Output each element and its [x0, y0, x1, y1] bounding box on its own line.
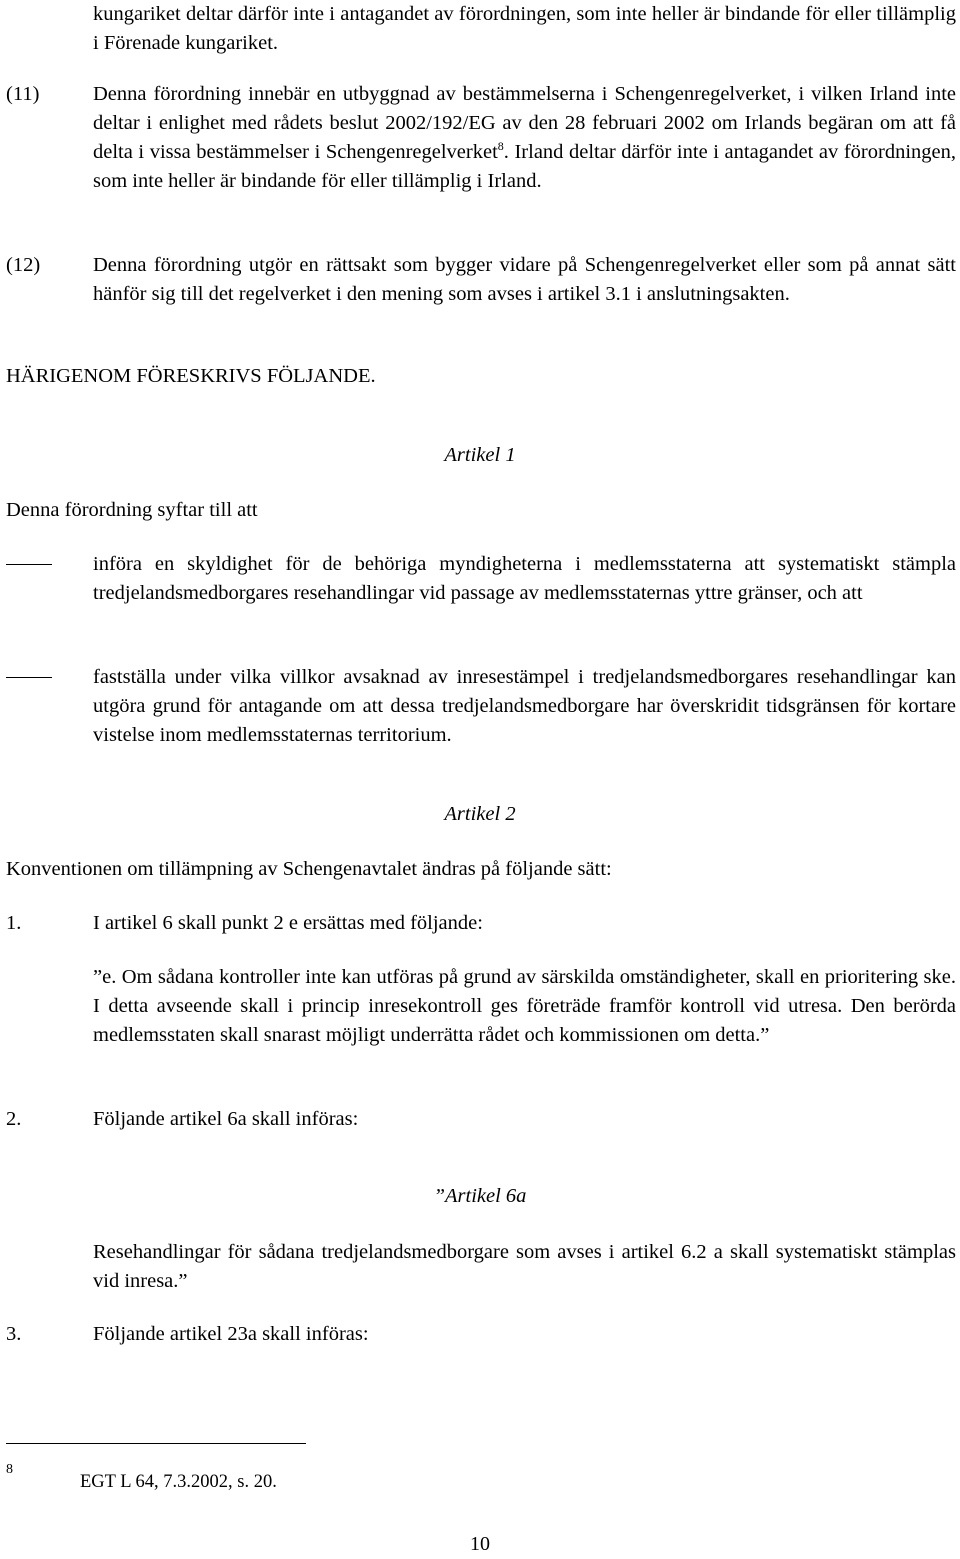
- footnote-reference[interactable]: 8: [497, 139, 504, 154]
- list-dash-1: [6, 564, 52, 565]
- point-1-text: I artikel 6 skall punkt 2 e ersättas med följande:: [93, 912, 483, 934]
- footnote-text: EGT L 64, 7.3.2002, s. 20.: [80, 1472, 277, 1492]
- recital-12-number: (12): [6, 254, 41, 276]
- footnote-separator: [6, 1443, 306, 1444]
- point-3-text: Följande artikel 23a skall införas:: [93, 1323, 369, 1345]
- enacting-formula: HÄRIGENOM FÖRESKRIVS FÖLJANDE.: [6, 365, 376, 387]
- point-2-text: Följande artikel 6a skall införas:: [93, 1108, 359, 1130]
- recital-11-text: [93, 80, 956, 196]
- article-1-intro: Denna förordning syftar till att: [6, 499, 258, 521]
- point-3-number: 3.: [6, 1323, 22, 1345]
- article-1-item-1: införa en skyldighet för de behöriga myndigheterna i medlemsstaterna att systematiskt stämpla tredjelandsmedborgares resehandlingar vid passage av medlemsstaternas yttre gränser, och att: [93, 553, 956, 604]
- paragraph-10-continuation: kungariket deltar därför inte i antagandet av förordningen, som inte heller är bindande för eller tillämplig i Förenade kungariket.: [93, 3, 956, 54]
- recital-11-number: (11): [6, 83, 40, 105]
- recital-11-text-b: . Irland deltar därför inte i antagandet av förordningen, som inte heller är bindande för eller tillämplig i Irland.: [93, 141, 956, 192]
- footnote-number: 8: [6, 1462, 13, 1477]
- list-dash-2: [6, 677, 52, 678]
- article-1-item-2: fastställa under vilka villkor avsaknad av inresestämpel i tredjelandsmedborgares resehandlingar kan utgöra grund för antagande om att dessa tredjelandsmedborgare har överskridit tidsgränsen för kortare vistelse inom medlemsstaternas territorium.: [93, 666, 956, 746]
- point-2-number: 2.: [6, 1108, 22, 1130]
- article-2-heading: Artikel 2: [444, 803, 516, 825]
- quoted-point-e: ”e. Om sådana kontroller inte kan utföras på grund av särskilda omständigheter, skall en prioritering ske. I detta avseende skall i princip inresekontroll ges företräde framför kontroll vid utresa. Den berörda medlemsstaten skall snarast möjligt underrätta rådet och kommissionen om detta.”: [93, 966, 956, 1046]
- recital-12-text: Denna förordning utgör en rättsakt som bygger vidare på Schengenregelverket eller som på annat sätt hänför sig till det regelverket i den mening som avses i artikel 3.1 i anslutningsakten.: [93, 254, 956, 305]
- point-1-number: 1.: [6, 912, 22, 934]
- recital-11-text-a: Denna förordning innebär en utbyggnad av bestämmelserna i Schengenregelverket, i vilken Irland inte deltar i enlighet med rådets beslut 2002/192/EG av den 28 februari 2002 om Irlands begäran om att få delta i vissa bestämmelser i Schengenregelverket: [93, 83, 956, 163]
- page-number: 10: [470, 1533, 490, 1555]
- article-2-intro: Konventionen om tillämpning av Schengenavtalet ändras på följande sätt:: [6, 858, 612, 880]
- article-6a-text: Resehandlingar för sådana tredjelandsmedborgare som avses i artikel 6.2 a skall systematiskt stämplas vid inresa.”: [93, 1241, 956, 1292]
- article-1-heading: Artikel 1: [444, 444, 516, 466]
- article-6a-heading: ”Artikel 6a: [433, 1185, 527, 1207]
